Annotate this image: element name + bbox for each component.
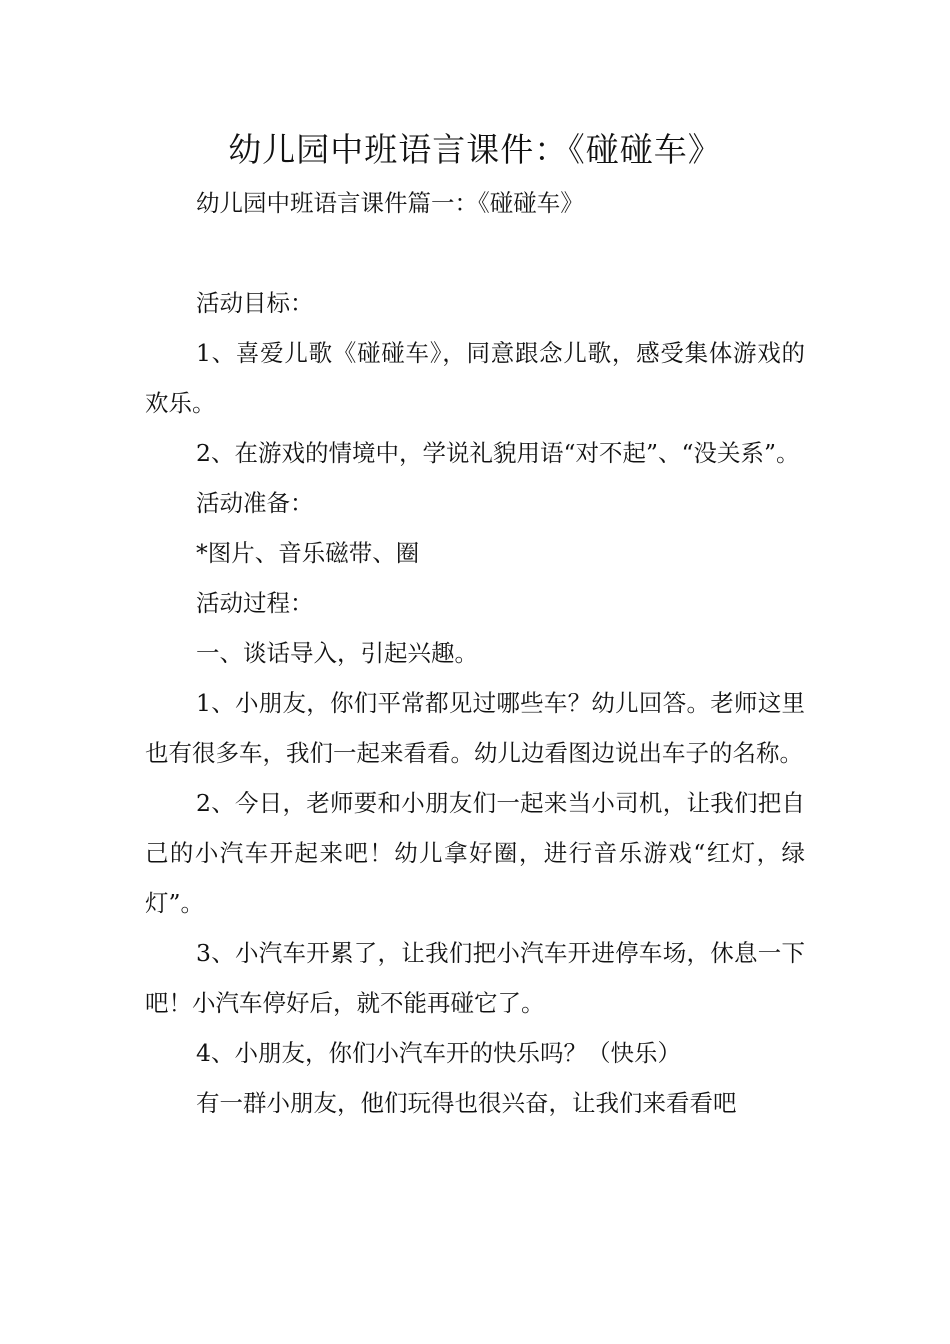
paragraph-step-4: 4、小朋友，你们小汽车开的快乐吗？（快乐）: [196, 1039, 681, 1067]
paragraph-preparation-items: *图片、音乐磁带、圈: [196, 539, 420, 567]
paragraph-step-intro: 一、谈话导入，引起兴趣。: [196, 639, 478, 667]
paragraph-step-3: 3、小汽车开累了，让我们把小汽车开进停车场，休息一下吧！小汽车停好后，就不能再碰它了。: [145, 939, 805, 1017]
document-body: [145, 178, 805, 1128]
paragraph-goal-1: 1、喜爱儿歌《碰碰车》，同意跟念儿歌，感受集体游戏的欢乐。: [145, 339, 805, 417]
paragraph-activity-goals-heading: 活动目标：: [196, 289, 314, 317]
paragraph-preparation-heading: 活动准备：: [196, 489, 314, 517]
document-title: 幼儿园中班语言课件：《碰碰车》: [228, 130, 722, 169]
paragraph-continuation: 有一群小朋友，他们玩得也很兴奋，让我们来看看吧: [196, 1089, 737, 1117]
paragraph-goal-2: 2、在游戏的情境中，学说礼貌用语“对不起”、“没关系”。: [196, 439, 800, 467]
paragraph-process-heading: 活动过程：: [196, 589, 314, 617]
paragraph-step-1: 1、小朋友，你们平常都见过哪些车？幼儿回答。老师这里也有很多车，我们一起来看看。幼儿边看图边说出车子的名称。: [145, 689, 805, 767]
section-heading: 幼儿园中班语言课件篇一：《碰碰车》: [196, 189, 584, 217]
paragraph-step-2: 2、今日，老师要和小朋友们一起来当小司机，让我们把自己的小汽车开起来吧！幼儿拿好圈，进行音乐游戏“红灯，绿灯”。: [145, 789, 805, 917]
